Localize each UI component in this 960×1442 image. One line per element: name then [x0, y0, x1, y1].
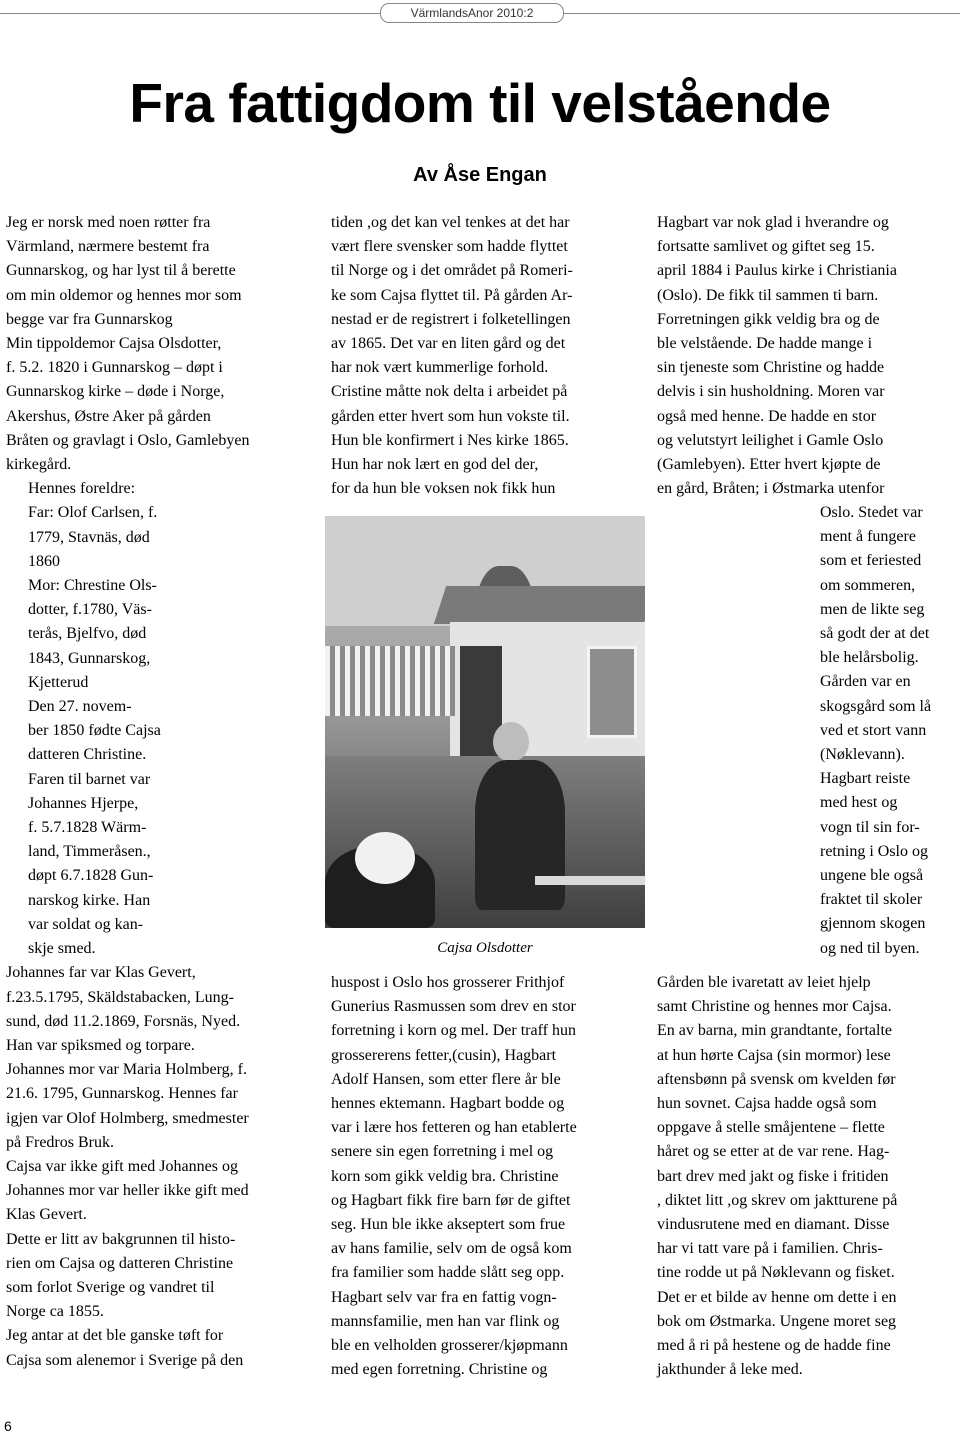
page-number: 6	[4, 1418, 12, 1434]
photo-dog-head	[355, 832, 415, 884]
photo-roof	[434, 586, 645, 624]
article-title: Fra fattigdom til velstående	[129, 72, 831, 134]
photo-fence	[325, 646, 455, 716]
col3-para-bottom: Gården ble ivaretatt av leiet hjelp samt Christine og hennes mor Cajsa. En av barna, min grandtante, fortalte at hun hørte Cajsa (sin mormor) lese aftensbønn på svensk om kvelden før hun sovnet. Cajsa hadde også som oppgave å stelle småjentene – flette håret og se etter at de var rene. Hag- bart drev med jakt og fiske i fritiden , diktet litt ,og skrev om jaktturene på vindusrutene med en diamant. Disse har vi tatt vare på i familien. Chris- tine rodde ut på Nøklevann og fisket. Det er et bilde av henne om dette i en bok om Østmarka. Ungene moret seg med å ri på hestene og de hadde fine jakthunder å leke med.	[657, 974, 898, 1379]
col3-para-top: Hagbart var nok glad i hverandre og fortsatte samlivet og giftet seg 15. april 1884 i Paulus kirke i Christiania (Oslo). De fikk til sammen ti barn. Forretningen gikk veldig bra og de ble velstående. De hadde mange i sin tjeneste som Christine og hadde delvis i sin husholdning. Moren var også med henne. De hadde en stor og velutstyrt leilighet i Gamle Oslo (Gamlebyen). Etter hvert kjøpte de en gård, Bråten; i Østmarka utenfor	[657, 214, 897, 498]
col1-para-4: Johannes far var Klas Gevert, f.23.5.1795, Skäldstabacken, Lung- sund, død 11.2.1869, Forsnäs, Nyed. Han var spiksmed og torpare. Johannes mor var Maria Holmberg, f. 21.6. 1795, Gunnarskog. Hennes far igjen var Olof Holmberg, smedmester på Fredros Bruk. Cajsa var ikke gift med Johannes og Johannes mor var heller ikke gift med Klas Gevert. Dette er litt av bakgrunnen til histo- rien om Cajsa og datteren Christine som forlot Sverige og vandret til Norge ca 1855. Jeg antar at det ble ganske tøft for Cajsa som alenemor i Sverige på den	[6, 964, 249, 1369]
column-1	[6, 211, 306, 1373]
col1-narrow-block	[6, 477, 174, 961]
col2-para-top: tiden ,og det kan vel tenkes at det har vært flere svensker som hadde flyttet til Norge og i det området på Romeri- ke som Cajsa flyttet til. På gården Ar- nestad er de registrert i folketellingen av 1865. Det var en liten gård og det har nok vært kummerlige forhold. Cristine måtte nok delta i arbeidet på gården etter hvert som hun vokste til. Hun ble konfirmert i Nes kirke 1865. Hun har nok lært en god del der, for da hun ble voksen nok fikk hun	[331, 214, 573, 498]
col2-para-bottom: huspost i Oslo hos grosserer Frithjof Gunerius Rasmussen som drev en stor forretning i korn og mel. Der traff hun grossererens fetter,(cusin), Hagbart Adolf Hansen, som etter flere år ble hennes ektemann. Hagbart bodde og var i lære hos fetteren og han etablerte senere sin egen forretning i mel og korn som gikk veldig bra. Christine og Hagbart fikk fire barn før de giftet seg. Hun ble ikke akseptert som frue av hans familie, selv om de også kom fra familier som hadde slått seg opp. Hagbart selv var fra en fattig vogn- mannsfamilie, men han var flink og ble en velholden grosserer/kjøpmann med egen forretning. Christine og	[331, 974, 577, 1379]
header-rule-left	[0, 13, 380, 14]
column-2-top	[331, 211, 633, 501]
photo-woman-body	[475, 760, 565, 910]
column-3-narrow	[820, 501, 958, 961]
col1-para-1: Jeg er norsk med noen røtter fra Värmland, nærmere bestemt fra Gunnarskog, og har lyst til å berette om min oldemor og hennes mor som begge var fra Gunnarskog Min tippoldemor Cajsa Olsdotter, f. 5.2. 1820 i Gunnarskog – døpt i Gunnarskog kirke – døde i Norge, Akershus, Østre Aker på gården Bråten og gravlagt i Oslo, Gamlebyen kirkegård.	[6, 214, 250, 474]
col3-para-narrow: Oslo. Stedet var ment å fungere som et feriested om sommeren, men de likte seg så godt der at det ble helårsbolig. Gården var en skogsgård som lå ved et stort vann (Nøklevann). Hagbart reiste med hest og vogn til sin for- retning i Oslo og ungene ble også fraktet til skoler gjennom skogen og ned til byen.	[820, 504, 932, 957]
photo-bench	[535, 876, 645, 885]
col1-para-2: Hennes foreldre: Far: Olof Carlsen, f. 1779, Stavnäs, død 1860 Mor: Chrestine Ols- dotter, f.1780, Väs- terås, Bjelfvo, død 1843, Gunnarskog, Kjetterud	[28, 480, 158, 691]
column-3-bottom	[657, 971, 957, 1382]
header-rule-right	[564, 13, 960, 14]
photo-caption: Cajsa Olsdotter	[437, 940, 533, 956]
column-2-bottom	[331, 971, 633, 1382]
photo-woman-head	[493, 722, 529, 762]
photo-window	[587, 646, 637, 738]
publication-badge: VärmlandsAnor 2010:2	[380, 3, 564, 23]
byline: Av Åse Engan	[413, 164, 547, 186]
col1-para-3: Den 27. novem- ber 1850 fødte Cajsa datteren Christine. Faren til barnet var Johannes Hjerpe, f. 5.7.1828 Wärm- land, Timmeråsen., døpt 6.7.1828 Gun- narskog kirke. Han var soldat og kan- skje smed.	[28, 698, 161, 958]
column-3-top	[657, 211, 957, 501]
article-photo	[325, 516, 645, 928]
